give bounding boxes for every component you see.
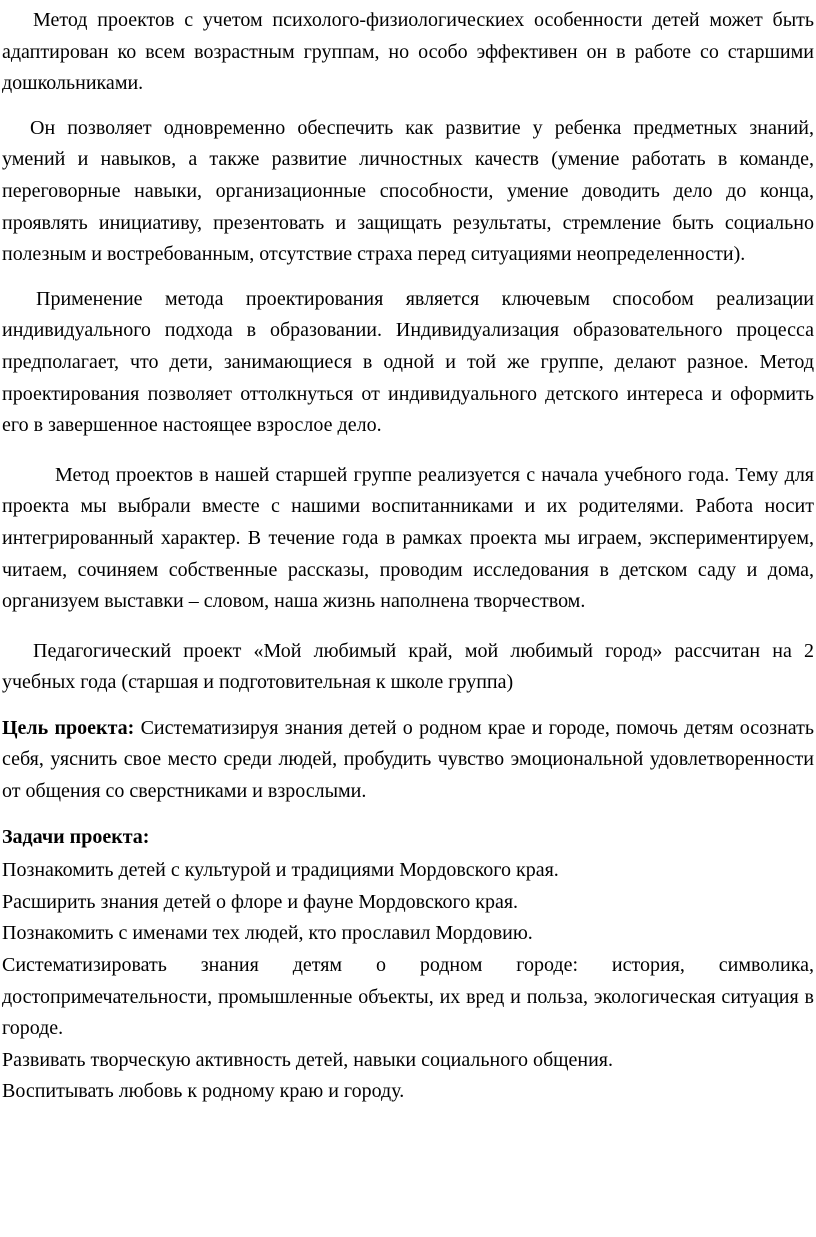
paragraph-project-title: Педагогический проект «Мой любимый край, мой любимый город» рассчитан на 2 учебных года (старшая и подготовительная к школе группа) bbox=[2, 639, 814, 694]
paragraph-individual-approach: Применение метода проектирования является ключевым способом реализации индивидуального подхода в образовании. Индивидуализация образовательного процесса предполагает, что дети, занимающиеся в одной и той же группе, делают разное. Метод проектирования позволяет оттолкнуться от индивидуального детского интереса и оформить его в завершенное настоящее взрослое дело. bbox=[2, 287, 814, 437]
task-item-flora-fauna: Расширить знания детей о флоре и фауне Мордовского края. bbox=[2, 890, 519, 913]
goal-label: Цель проекта: bbox=[2, 716, 135, 739]
task-item-love-of-homeland: Воспитывать любовь к родному краю и городу. bbox=[2, 1080, 405, 1103]
project-goal bbox=[2, 713, 814, 808]
task-item-famous-people: Познакомить с именами тех людей, кто прославил Мордовию. bbox=[2, 922, 533, 945]
document-page bbox=[2, 0, 814, 1108]
paragraph-project-method-intro: Метод проектов с учетом психолого-физиологическиех особенности детей может быть адаптирован ко всем возрастным группам, но особо эффективен он в работе со старшими дошкольниками. bbox=[2, 9, 814, 95]
tasks-heading bbox=[2, 822, 814, 854]
tasks-title: Задачи проекта: bbox=[2, 825, 150, 848]
paragraph-development-benefits: Он позволяет одновременно обеспечить как развитие у ребенка предметных знаний, умений и навыков, а также развитие личностных качеств (умение работать в команде, переговорные навыки, организационные способности, умение доводить дело до конца, проявлять инициативу, презентовать и защищать результаты, стремление быть социально полезным и востребованным, отсутствие страха перед ситуациями неопределенности). bbox=[2, 116, 814, 266]
task-item-culture: Познакомить детей с культурой и традициями Мордовского края. bbox=[2, 859, 559, 882]
goal-text: Систематизируя знания детей о родном крае и городе, помочь детям осознать себя, уяснить свое место среди людей, пробудить чувство эмоциональной удовлетворенности от общения со сверстниками и взрослыми. bbox=[2, 716, 814, 803]
task-item-city-knowledge: Систематизировать знания детям о родном городе: история, символика, достопримечательности, промышленные объекты, их вред и польза, экологическая ситуация в городе. bbox=[2, 954, 814, 1040]
paragraph-group-implementation: Метод проектов в нашей старшей группе реализуется с начала учебного года. Тему для проекта мы выбрали вместе с нашими воспитанниками и их родителями. Работа носит интегрированный характер. В течение года в рамках проекта мы играем, экспериментируем, читаем, сочиняем собственные рассказы, проводим исследования в детском саду и дома, организуем выставки – словом, наша жизнь наполнена творчеством. bbox=[2, 463, 814, 613]
task-item-creative-activity: Развивать творческую активность детей, навыки социального общения. bbox=[2, 1048, 613, 1071]
